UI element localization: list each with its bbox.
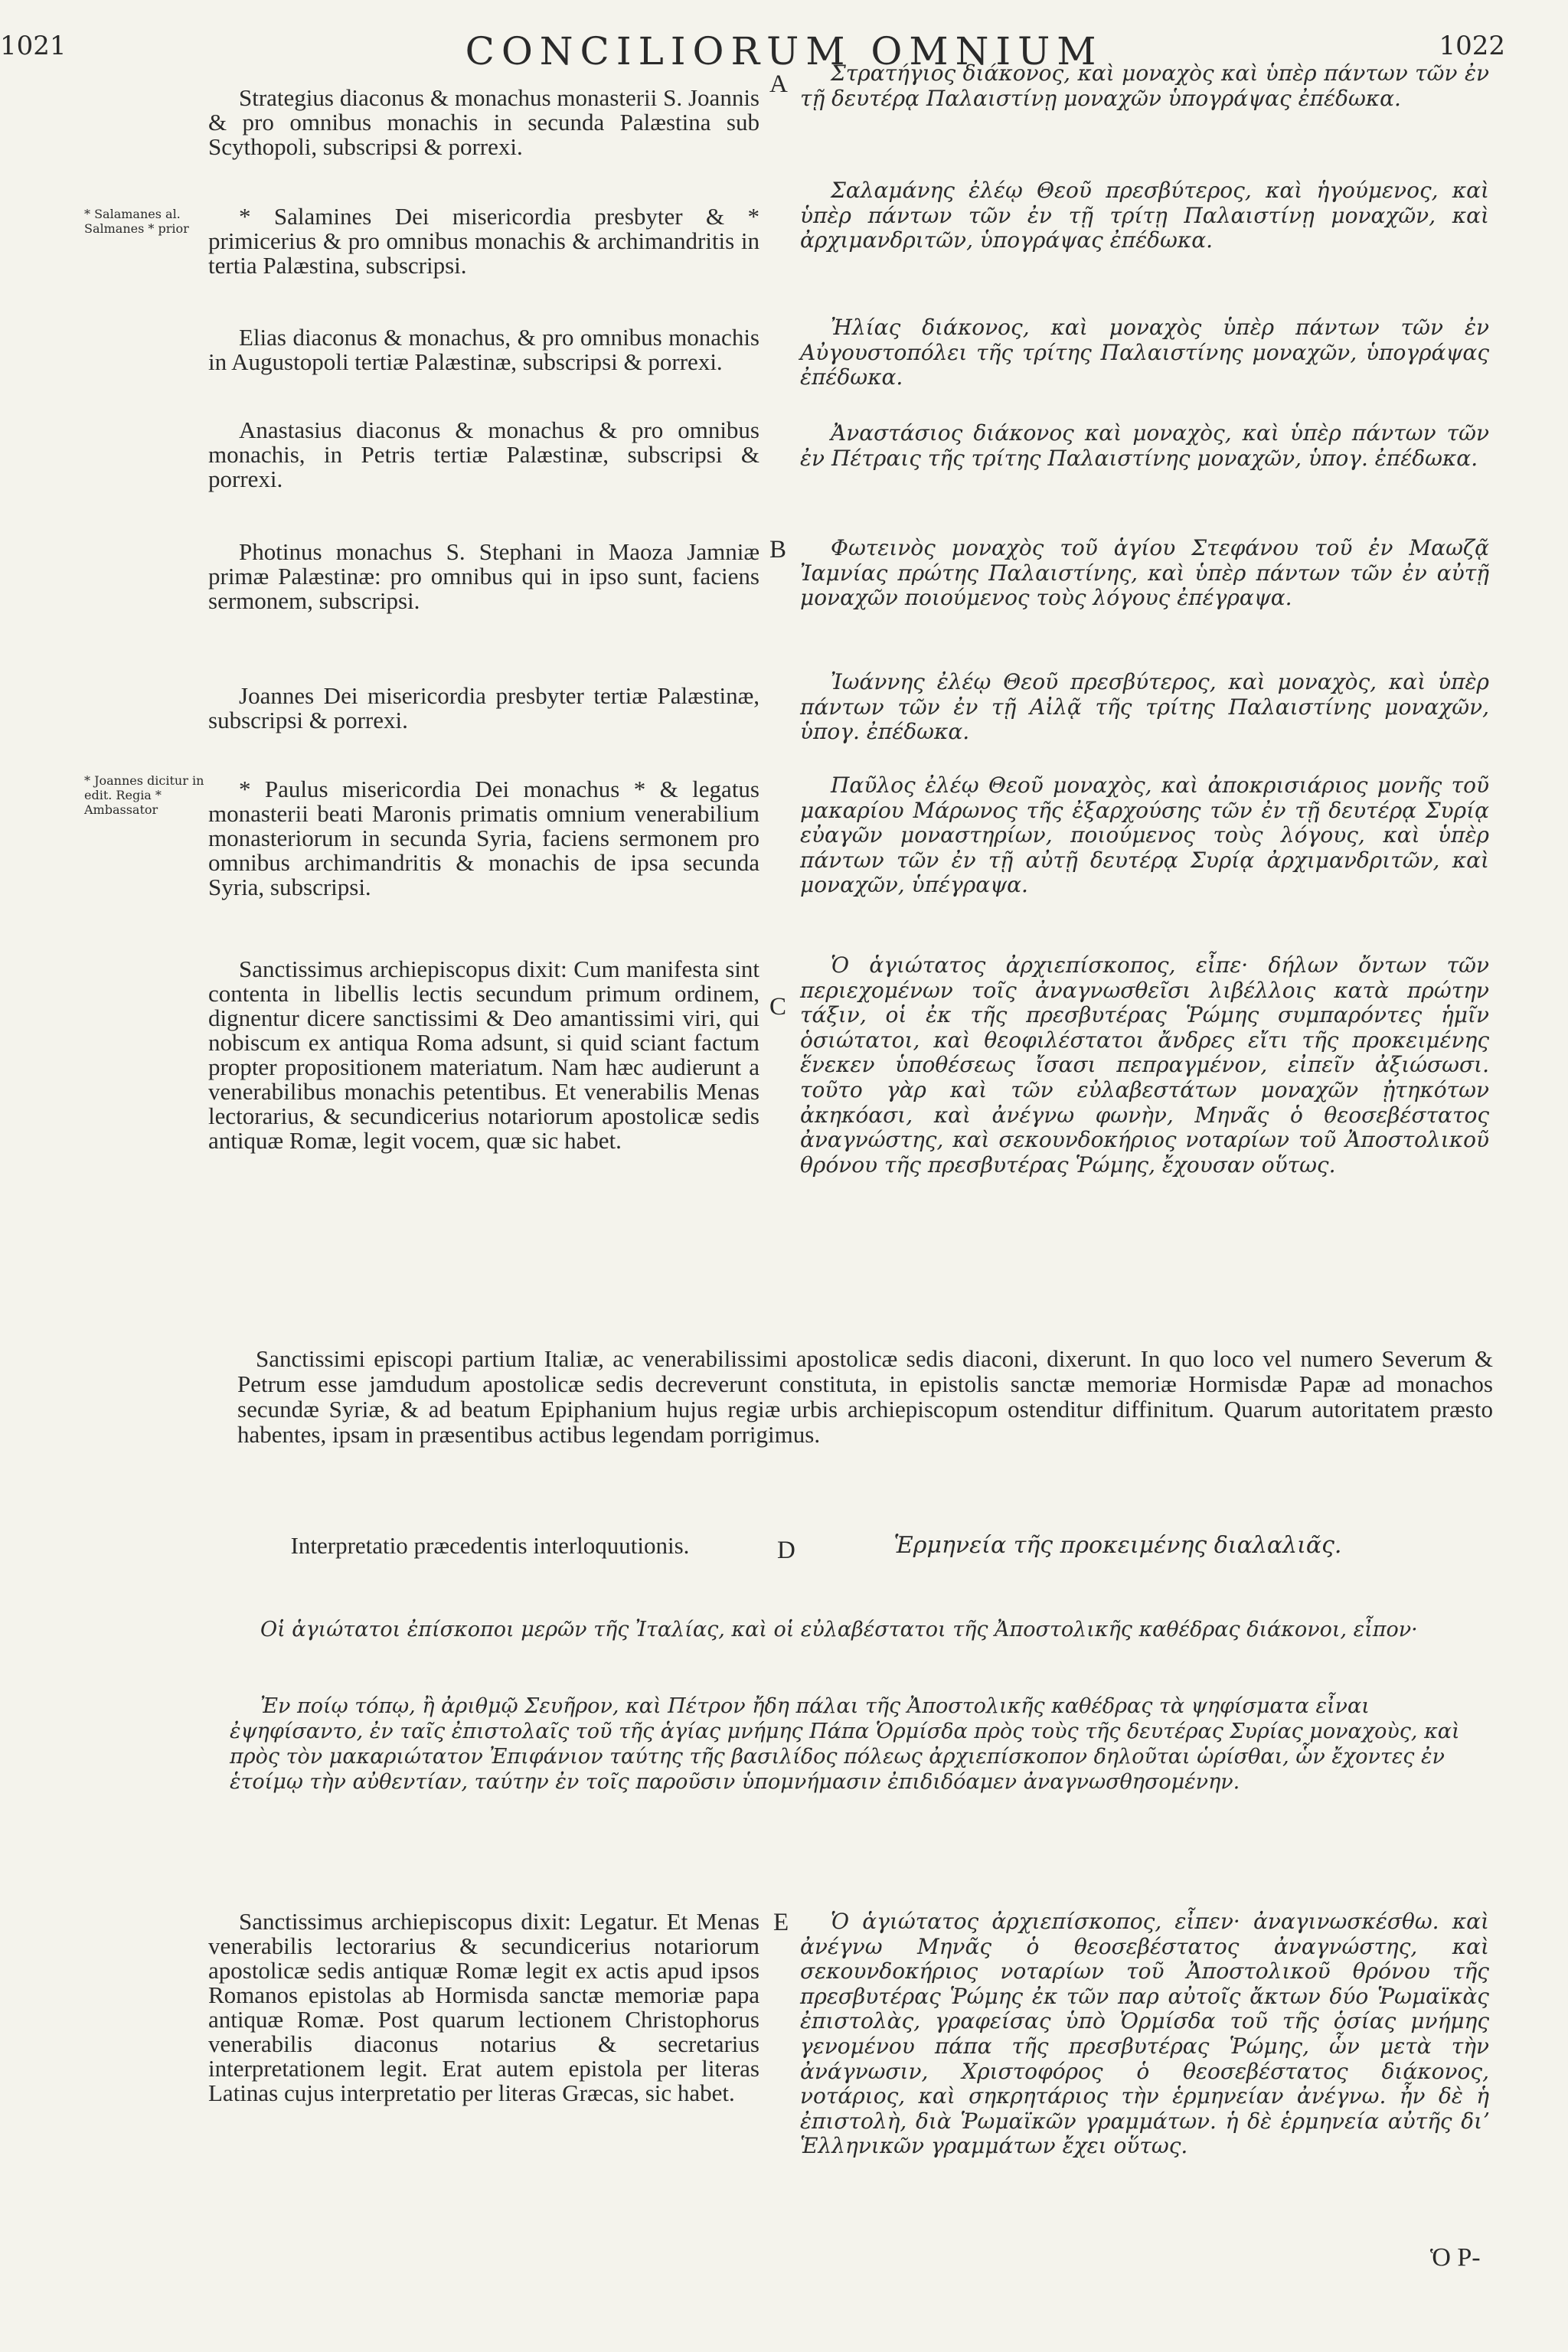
marker-e: E bbox=[773, 1909, 789, 1936]
catchword: Ὁ Ρ- bbox=[1430, 2243, 1481, 2272]
greek-photinus: Φωτεινὸς μοναχὸς τοῦ ἁγίου Στεφάνου τοῦ ἐν Μαωζᾷ Ἰαμνίας πρώτης Παλαιστίνης, καὶ ὑπὲρ πάντων τῶν ἐν αὐτῇ μοναχῶν ποιούμενος τοὺς λόγους ἐπέγραψα. bbox=[800, 535, 1489, 611]
greek-elias: Ἠλίας διάκονος, καὶ μοναχὸς ὑπὲρ πάντων τῶν ἐν Αὐγουστοπόλει τῆς τρίτης Παλαιστίνης μοναχῶν, ὑπογράψας ἐπέδωκα. bbox=[800, 315, 1489, 390]
marker-d: D bbox=[777, 1537, 795, 1564]
greek-anastasius: Ἀναστάσιος διάκονος καὶ μοναχὸς, καὶ ὑπὲρ πάντων τῶν ἐν Πέτραις τῆς τρίτης Παλαιστίνης μοναχῶν, ὑπογ. ἐπέδωκα. bbox=[800, 420, 1489, 471]
greek-strategius: Στρατήγιος διάκονος, καὶ μοναχὸς καὶ ὑπὲρ πάντων τῶν ἐν τῇ δευτέρᾳ Παλαιστίνῃ μοναχῶν ὑπογράψας ἐπέδωκα. bbox=[800, 60, 1489, 111]
latin-photinus: Photinus monachus S. Stephani in Maoza Jamniæ primæ Palæstinæ: pro omnibus qui in ipso sunt, faciens sermonem, subscripsi. bbox=[208, 538, 760, 614]
full-greek-body: Ἐν ποίῳ τόπῳ, ἢ ἀριθμῷ Σευῆρον, καὶ Πέτρον ἤδη πάλαι τῆς Ἀποστολικῆς καθέδρας τὰ ψηφίσματα εἶναι ἐψηφίσαντο, ἐν ταῖς ἐπιστολαῖς τοῦ τῆς ἁγίας μνήμης Πάπα Ὁρμίσδα πρὸς τοὺς τῆς δευτέρας Συρίας μοναχοὺς, καὶ πρὸς τὸν μακαριώτατον Ἐπιφάνιον ταύτης τῆς βασιλίδος πόλεως ἀρχιεπίσκοπον δηλοῦται ὡρίσθαι, ὧν ἔχοντες ἐν ἑτοίμῳ τὴν αὐθεντίαν, ταύτην ἐν τοῖς παροῦσιν ὑπομνήμασιν ἐπιδιδόαμεν ἀναγνωσθησομένην. bbox=[230, 1694, 1460, 1794]
margin-note-salamanes: * Salamanes al. Salmanes * prior bbox=[84, 207, 189, 236]
interp-greek-heading: Ἑρμηνεία τῆς προκειμένης διαλαλιᾶς. bbox=[893, 1532, 1342, 1559]
margin-note-joannes: * Joannes dicitur in edit. Regia * Ambassator bbox=[84, 773, 204, 817]
page-number-left: 1021 bbox=[0, 31, 67, 61]
latin-anastasius: Anastasius diaconus & monachus & pro omnibus monachis, in Petris tertiæ Palæstinæ, subscripsi & porrexi. bbox=[208, 416, 760, 492]
latin-bottom: Sanctissimus archiepiscopus dixit: Legatur. Et Menas venerabilis lectorarius & secundicerius notariorum apostolicæ sedis antiquæ Romæ legit ex actis apud ipsos Romanos epistolas ab Hormisda sanctæ memoriæ papa antiquæ Romæ. Post quarum lectionem Christophorus venerabilis diaconus notarius & secretarius interpretationem legit. Erat autem epistola per literas Latinas cujus interpretatio per literas Græcas, sic habet. bbox=[208, 1908, 760, 2106]
interp-latin-heading: Interpretatio præcedentis interloquutionis. bbox=[290, 1532, 690, 1559]
marker-b: B bbox=[769, 536, 787, 564]
greek-salamines: Σαλαμάνης ἐλέῳ Θεοῦ πρεσβύτερος, καὶ ἡγούμενος, καὶ ὑπὲρ πάντων τῶν ἐν τῇ τρίτῃ Παλαιστίνῃ μοναχῶν, καὶ ἀρχιμανδριτῶν, ὑπογράψας ἐπέδωκα. bbox=[800, 178, 1489, 253]
page-title: CONCILIORUM OMNIUM bbox=[465, 29, 1103, 74]
marker-c: C bbox=[769, 993, 787, 1021]
latin-archiepiscopus: Sanctissimus archiepiscopus dixit: Cum manifesta sint contenta in libellis lectis secundum primum ordinem, dignentur dicere sanctissimi & Deo amantissimi viri, qui nobiscum ex antiqua Roma adsunt, si quid sciant factum propter propositionem materiatum. Nam hæc audierunt a venerabilibus monachis petentibus. Et venerabilis Menas lectorarius, & secundicerius notariorum apostolicæ sedis antiquæ Romæ, legit vocem, quæ sic habet. bbox=[208, 956, 760, 1154]
marker-a: A bbox=[769, 70, 788, 98]
greek-archiepiscopus: Ὁ ἁγιώτατος ἀρχιεπίσκοπος, εἶπε· δήλων ὄντων τῶν περιεχομένων τοῖς ἀναγνωσθεῖσι λιβέλλοις κατὰ πρώτην τάξιν, οἱ ἐκ τῆς πρεσβυτέρας Ῥώμης συμπαρόντες ἡμῖν ὁσιώτατοι, καὶ θεοφιλέστατοι ἄνδρες εἴτι τῆς προκειμένης ἕνεκεν ὑποθέσεως ἴσασι πεπραγμένον, εἰπεῖν ἀξιώσωσι. τοῦτο γὰρ καὶ τῶν εὐλαβεστάτων μοναχῶν ᾐτηκότων ἀκηκόασι, καὶ ἀνέγνω φωνὴν, Μηνᾶς ὁ θεοσεβέστατος ἀναγνώστης, καὶ σεκουνδοκήριος νοταρίων τοῦ Ἀποστολικοῦ θρόνου τῆς πρεσβυτέρας Ῥώμης, ἔχουσαν οὕτως. bbox=[800, 952, 1489, 1178]
latin-strategius: Strategius diaconus & monachus monasterii S. Joannis & pro omnibus monachis in secunda Palæstina sub Scythopoli, subscripsi & porrexi. bbox=[208, 84, 760, 160]
full-greek-intro: Οἱ ἁγιώτατοι ἐπίσκοποι μερῶν τῆς Ἰταλίας, καὶ οἱ εὐλαβέστατοι τῆς Ἀποστολικῆς καθέδρας διάκονοι, εἶπον· bbox=[260, 1618, 1418, 1642]
greek-bottom: Ὁ ἁγιώτατος ἀρχιεπίσκοπος, εἶπεν· ἀναγινωσκέσθω. καὶ ἀνέγνω Μηνᾶς ὁ θεοσεβέστατος ἀναγνώστης, καὶ σεκουνδοκήριος νοταρίων τοῦ Ἀποστολικοῦ θρόνου τῆς πρεσβυτέρας Ῥώμης ἐκ τῶν παρ αὐτοῖς ἄκτων δύο Ῥωμαϊκὰς ἐπιστολὰς, γραφείσας ὑπὸ Ὁρμίσδα τοῦ τῆς ὁσίας μνήμης γενομένου πάπα τῆς πρεσβυτέρας Ῥώμης, ὧν μετὰ τὴν ἀνάγνωσιν, Χριστοφόρος ὁ θεοσεβέστατος διάκονος, νοτάριος, καὶ σηκρητάριος τὴν ἑρμηνείαν ἀνέγνω. ἦν δὲ ἡ ἐπιστολὴ, διὰ Ῥωμαϊκῶν γραμμάτων. ἡ δὲ ἑρμηνεία αὐτῆς διʼ Ἑλληνικῶν γραμμάτων ἔχει οὕτως. bbox=[800, 1909, 1489, 2159]
latin-joannes: Joannes Dei misericordia presbyter tertiæ Palæstinæ, subscripsi & porrexi. bbox=[208, 682, 760, 733]
greek-paulus: Παῦλος ἐλέῳ Θεοῦ μοναχὸς, καὶ ἀποκρισιάριος μονῆς τοῦ μακαρίου Μάρωνος τῆς ἐξαρχούσης τῶν ἐν τῇ δευτέρᾳ Συρίᾳ εὐαγῶν μοναστηρίων, ποιούμενος τοὺς λόγους, καὶ ὑπὲρ πάντων τῶν ἐν τῇ αὐτῇ δευτέρᾳ Συρίᾳ ἀρχιμανδριτῶν, καὶ μοναχῶν, ὑπέγραψα. bbox=[800, 773, 1489, 898]
full-latin-paragraph: Sanctissimi episcopi partium Italiæ, ac venerabilissimi apostolicæ sedis diaconi, dixerunt. In quo loco vel numero Severum & Petrum esse jamdudum apostolicæ sedis decreverunt constituta, in epistolis sanctæ memoriæ Hormisdæ Papæ ad monachos secundæ Syriæ, & ad beatum Epiphanium hujus regiæ urbis archiepiscopum ostenditur diffinitum. Quarum autoritatem præsto habentes, ipsam in præsentibus actibus legendam porrigimus. bbox=[237, 1345, 1493, 1448]
latin-elias: Elias diaconus & monachus, & pro omnibus monachis in Augustopoli tertiæ Palæstinæ, subscripsi & porrexi. bbox=[208, 324, 760, 375]
latin-paulus: * Paulus misericordia Dei monachus * & legatus monasterii beati Maronis primatis omnium venerabilium monasteriorum in secunda Syria, faciens sermonem pro omnibus archimandritis & monachis de ipsa secunda Syria, subscripsi. bbox=[208, 776, 760, 900]
latin-salamines: * Salamines Dei misericordia presbyter & * primicerius & pro omnibus monachis & archimandritis in tertia Palæstina, subscripsi. bbox=[208, 203, 760, 279]
page-number-right: 1022 bbox=[1439, 31, 1505, 61]
greek-joannes: Ἰωάννης ἐλέῳ Θεοῦ πρεσβύτερος, καὶ μοναχὸς, καὶ ὑπὲρ πάντων τῶν ἐν τῇ Αἰλᾷ τῆς τρίτης Παλαιστίνης μοναχῶν, ὑπογ. ἐπέδωκα. bbox=[800, 669, 1489, 745]
